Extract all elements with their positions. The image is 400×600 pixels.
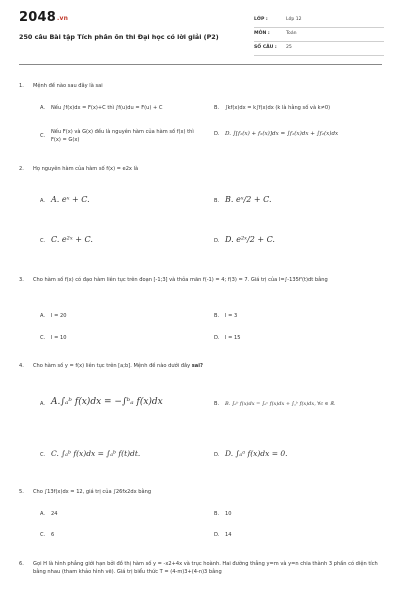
option-letter: B. [214, 401, 220, 407]
meta-row-class [254, 14, 384, 28]
option-text: D. ∫[f₁(x) + f₂(x)]dx = ∫f₁(x)dx + ∫f₂(x)dx [225, 131, 339, 137]
question-number: 5. [19, 489, 24, 495]
option-letter: C. [40, 238, 46, 244]
meta-value: 25 [286, 45, 292, 50]
question-text: Cho ∫13f(x)dx = 12, giá trị của ∫26fx2dx bằng [33, 489, 152, 495]
question-text-emphasis: sai? [191, 363, 203, 369]
option-letter: D. [214, 238, 220, 244]
option-text: I = 20 [51, 313, 67, 319]
option-text: B. eˣ/2 + C. [225, 195, 272, 204]
option-letter: D. [214, 452, 220, 458]
option-letter: C. [40, 452, 46, 458]
option-text: 6 [51, 532, 55, 538]
option-letter: B. [214, 511, 220, 517]
option-letter: C. [40, 532, 46, 538]
question-number: 1. [19, 83, 24, 89]
question-number: 3. [19, 277, 24, 283]
option-letter: B. [214, 105, 220, 111]
meta-row-count [254, 42, 384, 56]
meta-row-subject [254, 28, 384, 42]
document-title: 250 câu Bài tập Tích phân ôn thi Đại học có lời giải (P2) [19, 33, 219, 41]
option-text: D. ∫ₐᵃ f(x)dx = 0. [225, 449, 288, 458]
option-letter: B. [214, 313, 220, 319]
option-letter: A. [40, 401, 46, 407]
meta-key: SỐ CÂU : [254, 45, 277, 50]
question-text: Gọi H là hình phẳng giới hạn bởi đồ thị hàm số y = -x2+4x và trục hoành. Hai đường thẳng y=m và y=n chia thành 3 phần có diện tích bằng nhau (tham khảo hình vẽ). Giá trị biểu thức T = (4-m)3+(4-n)3 bằng [33, 561, 378, 575]
option-text: Nếu ∫f(x)dx = F(x)+C thì ∫f(u)du = F(u) + C [51, 105, 163, 111]
option-letter: A. [40, 105, 46, 111]
option-text: 24 [51, 511, 58, 517]
question-number: 4. [19, 363, 24, 369]
option-text: A. eˣ + C. [51, 195, 90, 204]
option-letter: A. [40, 511, 46, 517]
option-letter: D. [214, 131, 220, 137]
question-text: Họ nguyên hàm của hàm số f(x) = e2x là [33, 166, 139, 172]
option-text: C. e²ˣ + C. [51, 235, 93, 244]
logo-suffix: .vn [56, 15, 69, 22]
meta-key: LỚP : [254, 17, 268, 22]
option-text: D. e²ˣ/2 + C. [225, 235, 275, 244]
header-divider [19, 64, 382, 65]
option-letter: A. [40, 313, 46, 319]
option-text: ∫kf(x)dx = k∫f(x)dx (k là hằng số và k≠0) [225, 105, 331, 111]
option-text: 10 [225, 511, 232, 517]
site-logo[interactable] [19, 10, 68, 25]
meta-key: MÔN : [254, 31, 270, 36]
option-letter: C. [40, 133, 46, 139]
document-header [0, 0, 400, 62]
option-text: Nếu F(x) và G(x) đều là nguyên hàm của hàm số f(x) thì F(x) = G(x) [51, 129, 194, 143]
option-letter: B. [214, 198, 220, 204]
question-text [33, 362, 383, 370]
option-text: I = 15 [225, 335, 241, 341]
question-text: Mệnh đề nào sau đây là sai [33, 83, 103, 89]
option-letter: A. [40, 198, 46, 204]
meta-value: Lớp 12 [286, 17, 302, 22]
option-letter: D. [214, 335, 220, 341]
option-letter: C. [40, 335, 46, 341]
meta-table [254, 14, 384, 56]
option-text: B. ∫ₐᵇ f(x)dx = ∫ₐᶜ f(x)dx + ∫꜀ᵇ f(x)dx, ∀c ∈ ℝ. [225, 401, 336, 407]
logo-text: 2048 [19, 10, 56, 25]
option-text: I = 10 [51, 335, 67, 341]
question-text: Cho hàm số f(x) có đạo hàm liên tục trên đoạn [-1;3] và thỏa mãn f(-1) = 4; f(3) = 7. Giá trị của I=∫-135f'(t)dt bằng [33, 277, 328, 283]
question-text-plain: Cho hàm số y = f(x) liên tục trên [a;b]. Mệnh đề nào dưới đây [33, 363, 191, 369]
meta-value: Toán [286, 31, 297, 36]
option-text: 14 [225, 532, 232, 538]
question-number: 2. [19, 166, 24, 172]
option-text: A.∫ₐᵇ f(x)dx = −∫ᵇₐ f(x)dx [51, 397, 163, 407]
question-number: 6. [19, 561, 24, 567]
option-text: I = 3 [225, 313, 238, 319]
option-text: C. ∫ₐᵇ f(x)dx = ∫ₐᵇ f(t)dt. [51, 449, 141, 458]
option-letter: D. [214, 532, 220, 538]
